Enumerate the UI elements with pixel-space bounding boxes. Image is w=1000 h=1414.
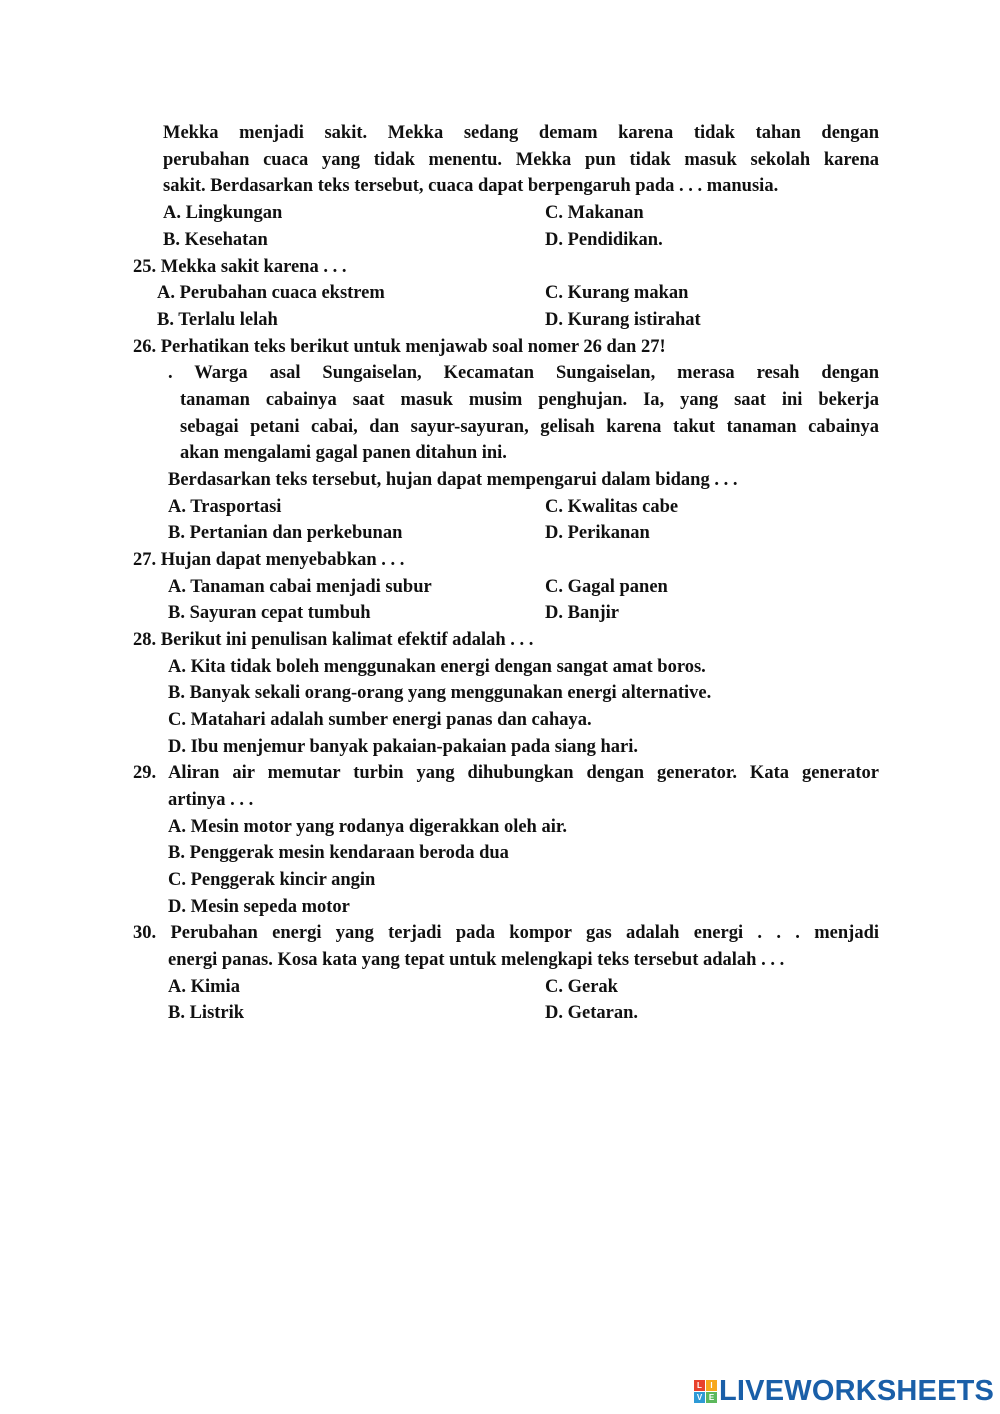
q25-option-d[interactable]: D. Kurang istirahat	[545, 310, 701, 330]
q27-option-c[interactable]: C. Gagal panen	[545, 577, 668, 597]
question-30-line-1: 30. Perubahan energi yang terjadi pada kompor gas adalah energi . . . menjadi	[133, 923, 879, 943]
question-30-line-2: energi panas. Kosa kata yang tepat untuk melengkapi teks tersebut adalah . . .	[168, 950, 785, 970]
q26-passage-line-3: sebagai petani cabai, dan sayur-sayuran, gelisah karena takut tanaman cabainya	[180, 416, 879, 437]
q29-option-a[interactable]: A. Mesin motor yang rodanya digerakkan oleh air.	[168, 817, 567, 837]
intro-option-b[interactable]: B. Kesehatan	[163, 230, 268, 250]
q28-option-b[interactable]: B. Banyak sekali orang-orang yang menggunakan energi alternative.	[168, 683, 712, 703]
question-29-line-1: 29. Aliran air memutar turbin yang dihubungkan dengan generator. Kata generator	[133, 763, 879, 783]
q29-option-b[interactable]: B. Penggerak mesin kendaraan beroda dua	[168, 843, 509, 863]
intro-line-3: sakit. Berdasarkan teks tersebut, cuaca dapat berpengaruh pada . . . manusia.	[163, 176, 779, 197]
q29-option-c[interactable]: C. Penggerak kincir angin	[168, 870, 376, 890]
q25-option-c[interactable]: C. Kurang makan	[545, 283, 689, 303]
question-28: 28. Berikut ini penulisan kalimat efektif adalah . . .	[133, 630, 534, 650]
q30-option-d[interactable]: D. Getaran.	[545, 1003, 638, 1023]
logo-cell-l: L	[694, 1380, 705, 1391]
question-26: 26. Perhatikan teks berikut untuk menjawab soal nomer 26 dan 27!	[133, 337, 666, 357]
intro-line-1: Mekka menjadi sakit. Mekka sedang demam karena tidak tahan dengan	[163, 123, 879, 143]
q27-option-d[interactable]: D. Banjir	[545, 603, 619, 623]
question-29-line-2: artinya . . .	[168, 790, 254, 810]
question-27: 27. Hujan dapat menyebabkan . . .	[133, 550, 405, 570]
intro-option-c[interactable]: C. Makanan	[545, 203, 644, 223]
q28-option-c[interactable]: C. Matahari adalah sumber energi panas dan cahaya.	[168, 710, 592, 730]
intro-option-a[interactable]: A. Lingkungan	[163, 203, 283, 223]
question-29	[133, 762, 879, 789]
q26-passage	[168, 362, 879, 389]
logo-cell-i: I	[706, 1380, 717, 1391]
liveworksheets-logo-icon	[694, 1380, 717, 1403]
q30-option-a[interactable]: A. Kimia	[168, 977, 240, 997]
q26-option-a[interactable]: A. Trasportasi	[168, 497, 282, 517]
liveworksheets-logo-text: LIVEWORKSHEETS	[719, 1374, 995, 1407]
q26-prompt: Berdasarkan teks tersebut, hujan dapat mempengarui dalam bidang . . .	[168, 470, 738, 490]
intro-passage	[163, 122, 879, 202]
q28-option-a[interactable]: A. Kita tidak boleh menggunakan energi dengan sangat amat boros.	[168, 657, 706, 677]
logo-cell-v: V	[694, 1392, 705, 1403]
q26-passage-line-4: akan mengalami gagal panen ditahun ini.	[180, 443, 507, 464]
q27-option-a[interactable]: A. Tanaman cabai menjadi subur	[168, 577, 432, 597]
logo-cell-e: E	[706, 1392, 717, 1403]
q26-option-b[interactable]: B. Pertanian dan perkebunan	[168, 523, 403, 543]
q26-option-c[interactable]: C. Kwalitas cabe	[545, 497, 679, 517]
question-25: 25. Mekka sakit karena . . .	[133, 257, 347, 277]
intro-line-2: perubahan cuaca yang tidak menentu. Mekka pun tidak masuk sekolah karena	[163, 149, 879, 170]
q26-passage-body	[180, 389, 879, 469]
q29-option-d[interactable]: D. Mesin sepeda motor	[168, 897, 350, 917]
q26-passage-line-2: tanaman cabainya saat masuk musim penghujan. Ia, yang saat ini bekerja	[180, 390, 879, 410]
q26-option-d[interactable]: D. Perikanan	[545, 523, 650, 543]
q30-option-c[interactable]: C. Gerak	[545, 977, 618, 997]
q27-option-b[interactable]: B. Sayuran cepat tumbuh	[168, 603, 371, 623]
intro-option-d[interactable]: D. Pendidikan.	[545, 230, 663, 250]
q26-passage-line-1: . Warga asal Sungaiselan, Kecamatan Sungaiselan, merasa resah dengan	[168, 363, 879, 383]
q30-option-b[interactable]: B. Listrik	[168, 1003, 245, 1023]
q25-option-b[interactable]: B. Terlalu lelah	[157, 310, 278, 330]
q25-option-a[interactable]: A. Perubahan cuaca ekstrem	[157, 283, 385, 303]
q28-option-d[interactable]: D. Ibu menjemur banyak pakaian-pakaian pada siang hari.	[168, 737, 639, 757]
question-30	[133, 922, 879, 949]
liveworksheets-logo	[694, 1374, 994, 1408]
